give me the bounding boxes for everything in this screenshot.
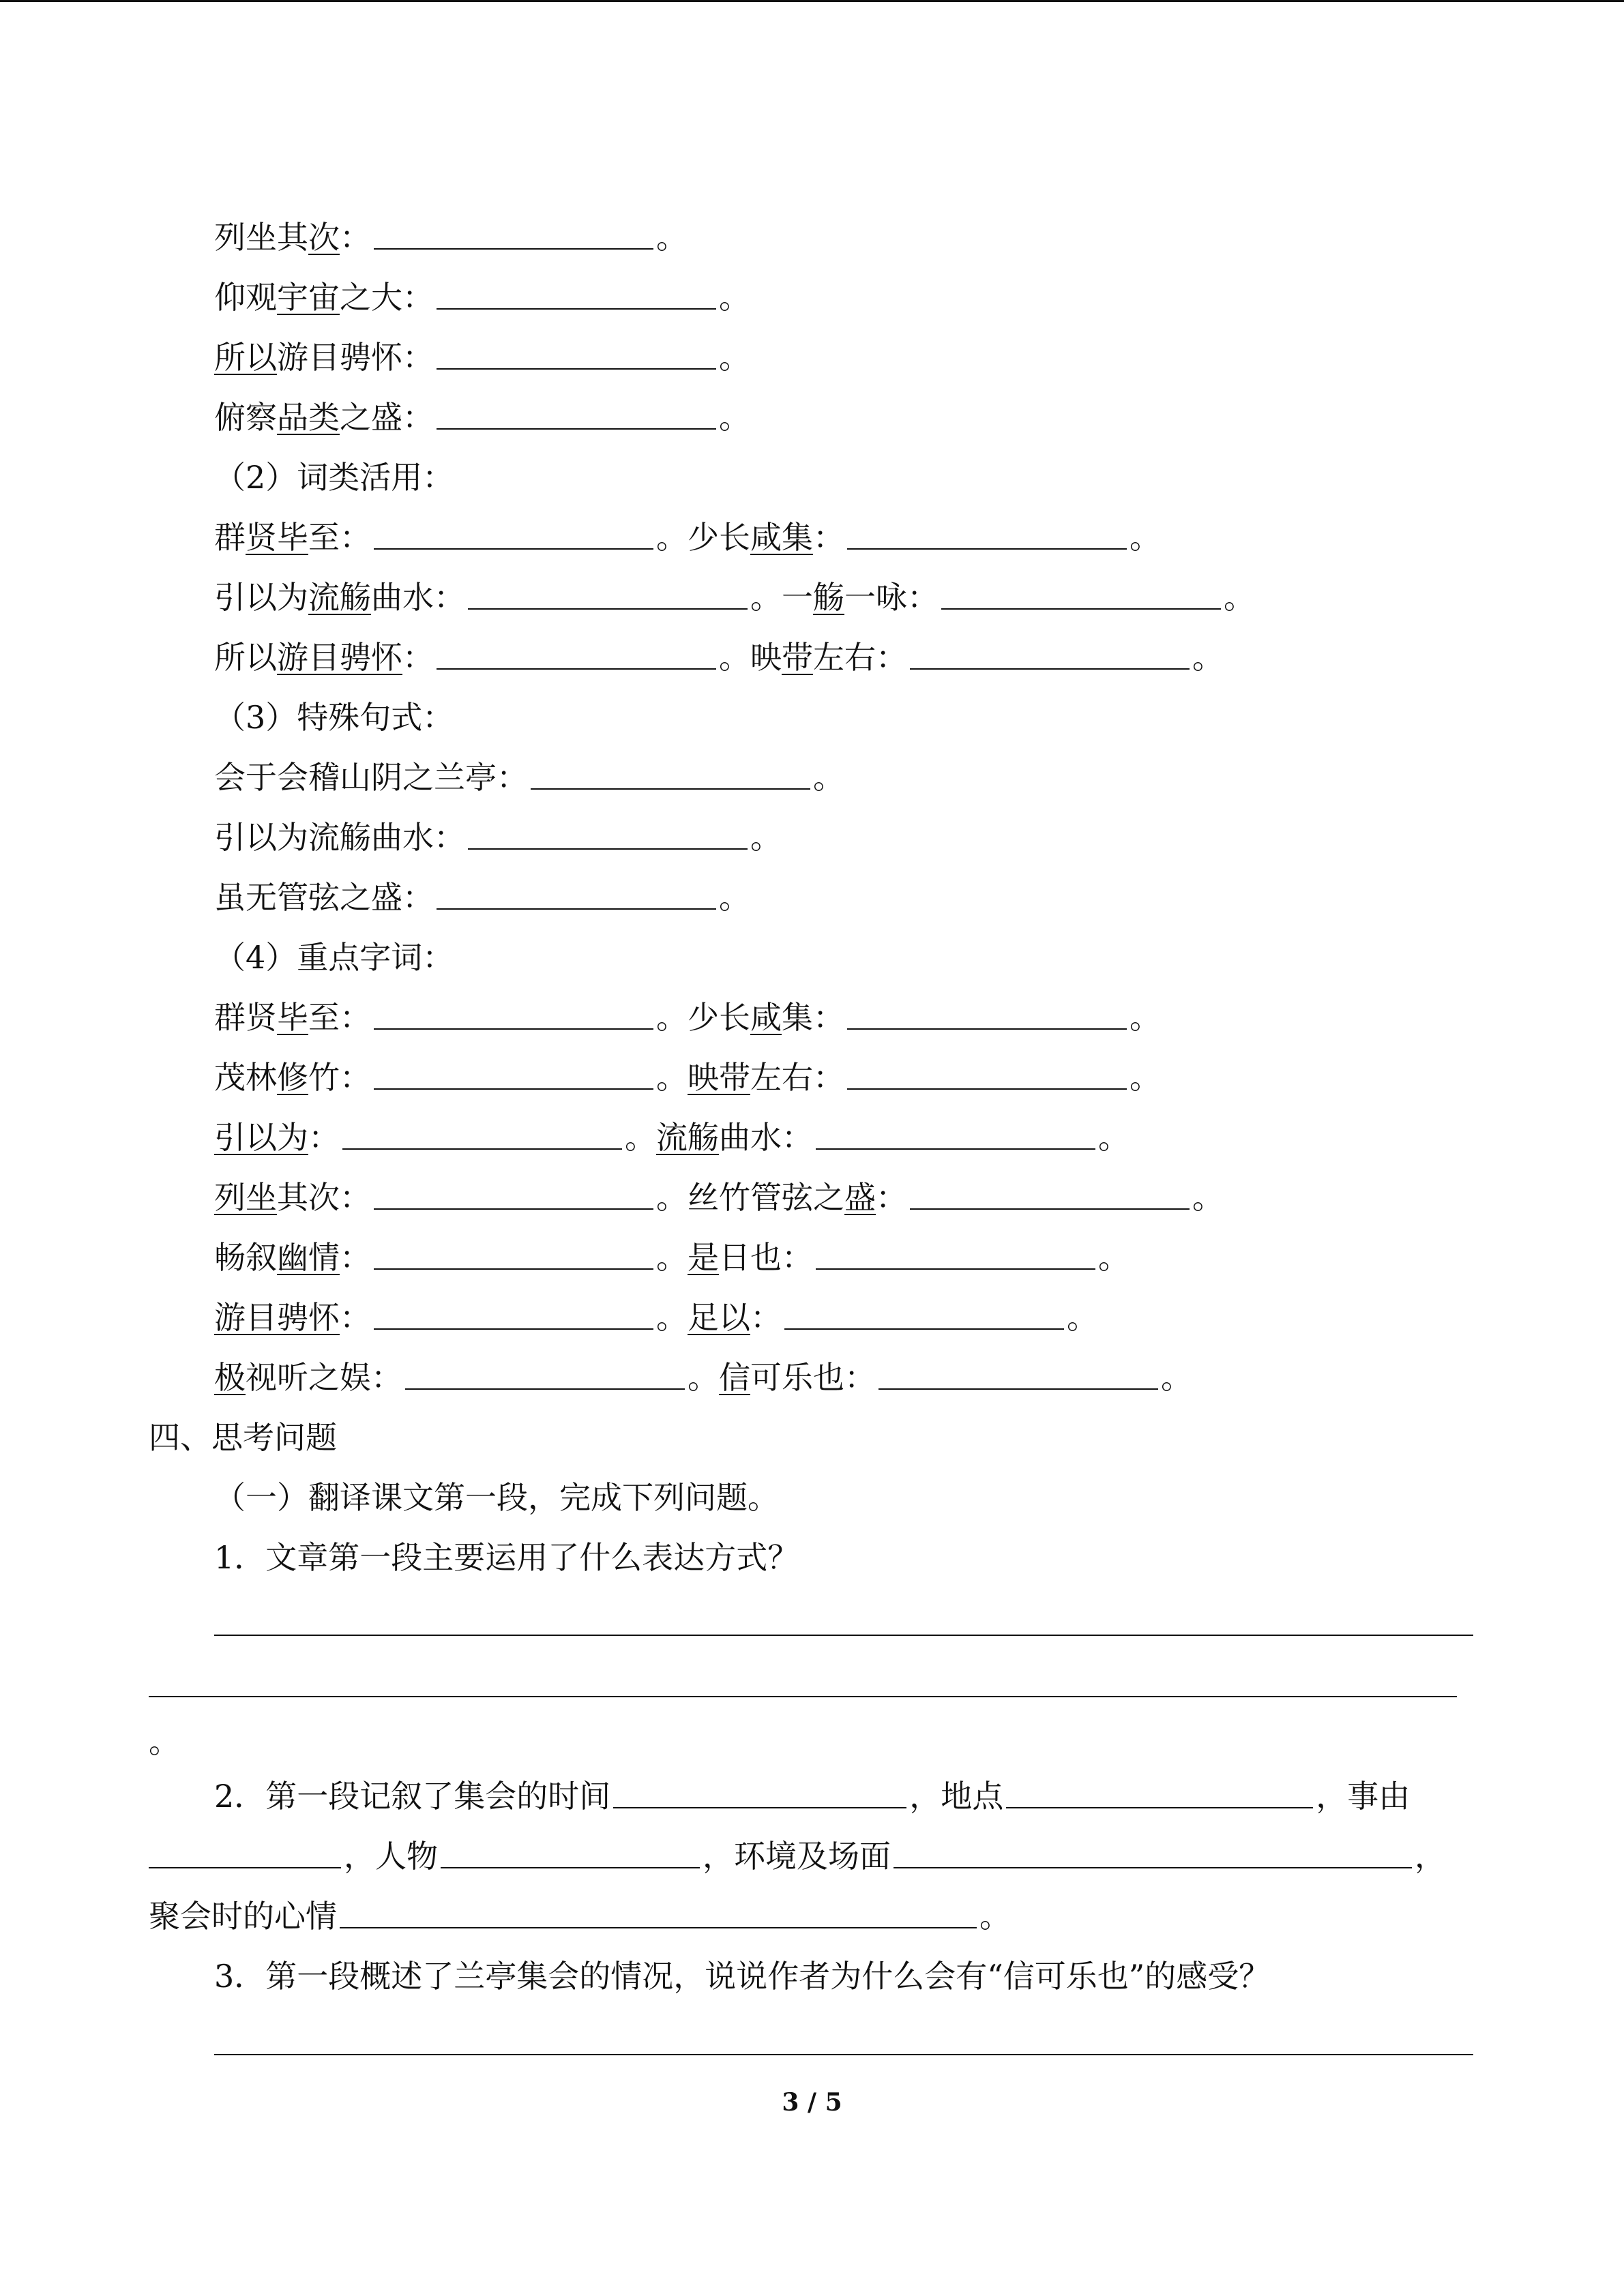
vocab-line-3: 所以游目骋怀： 。 [214, 339, 750, 376]
page-number: 3 / 5 [782, 2088, 842, 2117]
answer-blank[interactable] [437, 308, 716, 310]
answer-blank[interactable] [784, 1328, 1064, 1330]
answer-period: 。 [149, 1723, 180, 1760]
question-2-line-2: ，人物 ，环境及场面 ， [149, 1836, 1446, 1877]
part-title: 四、思考问题 [149, 1419, 337, 1456]
key-words-line-4: 列坐其次： 。丝竹管弦之盛： 。 [214, 1179, 1224, 1216]
answer-blank[interactable] [894, 1867, 1412, 1868]
answer-blank[interactable] [342, 1148, 622, 1150]
answer-blank[interactable] [405, 1388, 685, 1390]
answer-blank[interactable] [340, 1927, 977, 1928]
answer-blank[interactable] [847, 548, 1127, 550]
question-2-line-3: 聚会时的心情 。 [149, 1898, 1011, 1935]
answer-blank[interactable] [149, 1867, 341, 1868]
answer-blank[interactable] [468, 608, 748, 610]
answer-line[interactable] [214, 1635, 1473, 1636]
question-2-line-1: 2．第一段记叙了集会的时间 ，地点 ，事由 [214, 1778, 1411, 1815]
question-3: 3．第一段概述了兰亭集会的情况，说说作者为什么会有“信可乐也”的感受？ [214, 1958, 1271, 1995]
key-words-line-1: 群贤毕至： 。少长咸集： 。 [214, 999, 1161, 1036]
answer-blank[interactable] [468, 848, 748, 850]
answer-blank[interactable] [847, 1028, 1127, 1030]
answer-blank[interactable] [374, 1028, 653, 1030]
answer-blank[interactable] [441, 1867, 700, 1868]
word-class-line-3: 所以游目骋怀： 。映带左右： 。 [214, 639, 1224, 676]
word-class-line-2: 引以为流觞曲水： 。一觞一咏： 。 [214, 579, 1255, 616]
answer-blank[interactable] [613, 1807, 906, 1808]
answer-blank[interactable] [437, 368, 716, 370]
special-sentence-line-3: 虽无管弦之盛： 。 [214, 879, 750, 916]
section-heading-special-sentence: （3）特殊句式： [214, 699, 454, 736]
answer-line[interactable] [214, 2054, 1473, 2055]
word-class-line-1: 群贤毕至： 。少长咸集： 。 [214, 519, 1161, 556]
answer-blank[interactable] [847, 1088, 1127, 1090]
answer-blank[interactable] [374, 1268, 653, 1270]
answer-blank[interactable] [437, 908, 716, 910]
key-words-line-6: 游目骋怀： 。足以： 。 [214, 1299, 1098, 1336]
answer-blank[interactable] [1006, 1807, 1313, 1808]
key-words-line-5: 畅叙幽情： 。是日也： 。 [214, 1239, 1130, 1276]
question-1: 1．文章第一段主要运用了什么表达方式？ [214, 1539, 799, 1576]
special-sentence-line-1: 会于会稽山阴之兰亭： 。 [214, 759, 844, 796]
key-words-line-2: 茂林修竹： 。映带左右： 。 [214, 1059, 1161, 1096]
answer-blank[interactable] [910, 1208, 1190, 1210]
answer-blank[interactable] [437, 668, 716, 670]
subsection-title: （一）翻译课文第一段，完成下列问题。 [214, 1479, 779, 1516]
answer-blank[interactable] [910, 668, 1190, 670]
answer-blank[interactable] [816, 1268, 1095, 1270]
answer-blank[interactable] [879, 1388, 1158, 1390]
answer-blank[interactable] [437, 428, 716, 430]
special-sentence-line-2: 引以为流觞曲水： 。 [214, 819, 782, 856]
key-words-line-7: 极视听之娱： 。信可乐也： 。 [214, 1359, 1192, 1396]
page-top-border [0, 0, 1624, 2]
answer-blank[interactable] [531, 788, 810, 790]
answer-blank[interactable] [374, 1088, 653, 1090]
vocab-line-4: 俯察品类之盛： 。 [214, 399, 750, 436]
key-words-line-3: 引以为： 。流觞曲水： 。 [214, 1119, 1130, 1156]
vocab-line-2: 仰观宇宙之大： 。 [214, 279, 750, 316]
answer-blank[interactable] [941, 608, 1221, 610]
section-heading-key-words: （4）重点字词： [214, 939, 454, 976]
answer-blank[interactable] [374, 1208, 653, 1210]
answer-blank[interactable] [374, 248, 653, 250]
answer-blank[interactable] [816, 1148, 1095, 1150]
vocab-line-1: 列坐其次： 。 [214, 219, 688, 256]
section-heading-word-class: （2）词类活用： [214, 459, 454, 496]
answer-blank[interactable] [374, 548, 653, 550]
answer-line[interactable] [149, 1696, 1457, 1697]
answer-blank[interactable] [374, 1328, 653, 1330]
